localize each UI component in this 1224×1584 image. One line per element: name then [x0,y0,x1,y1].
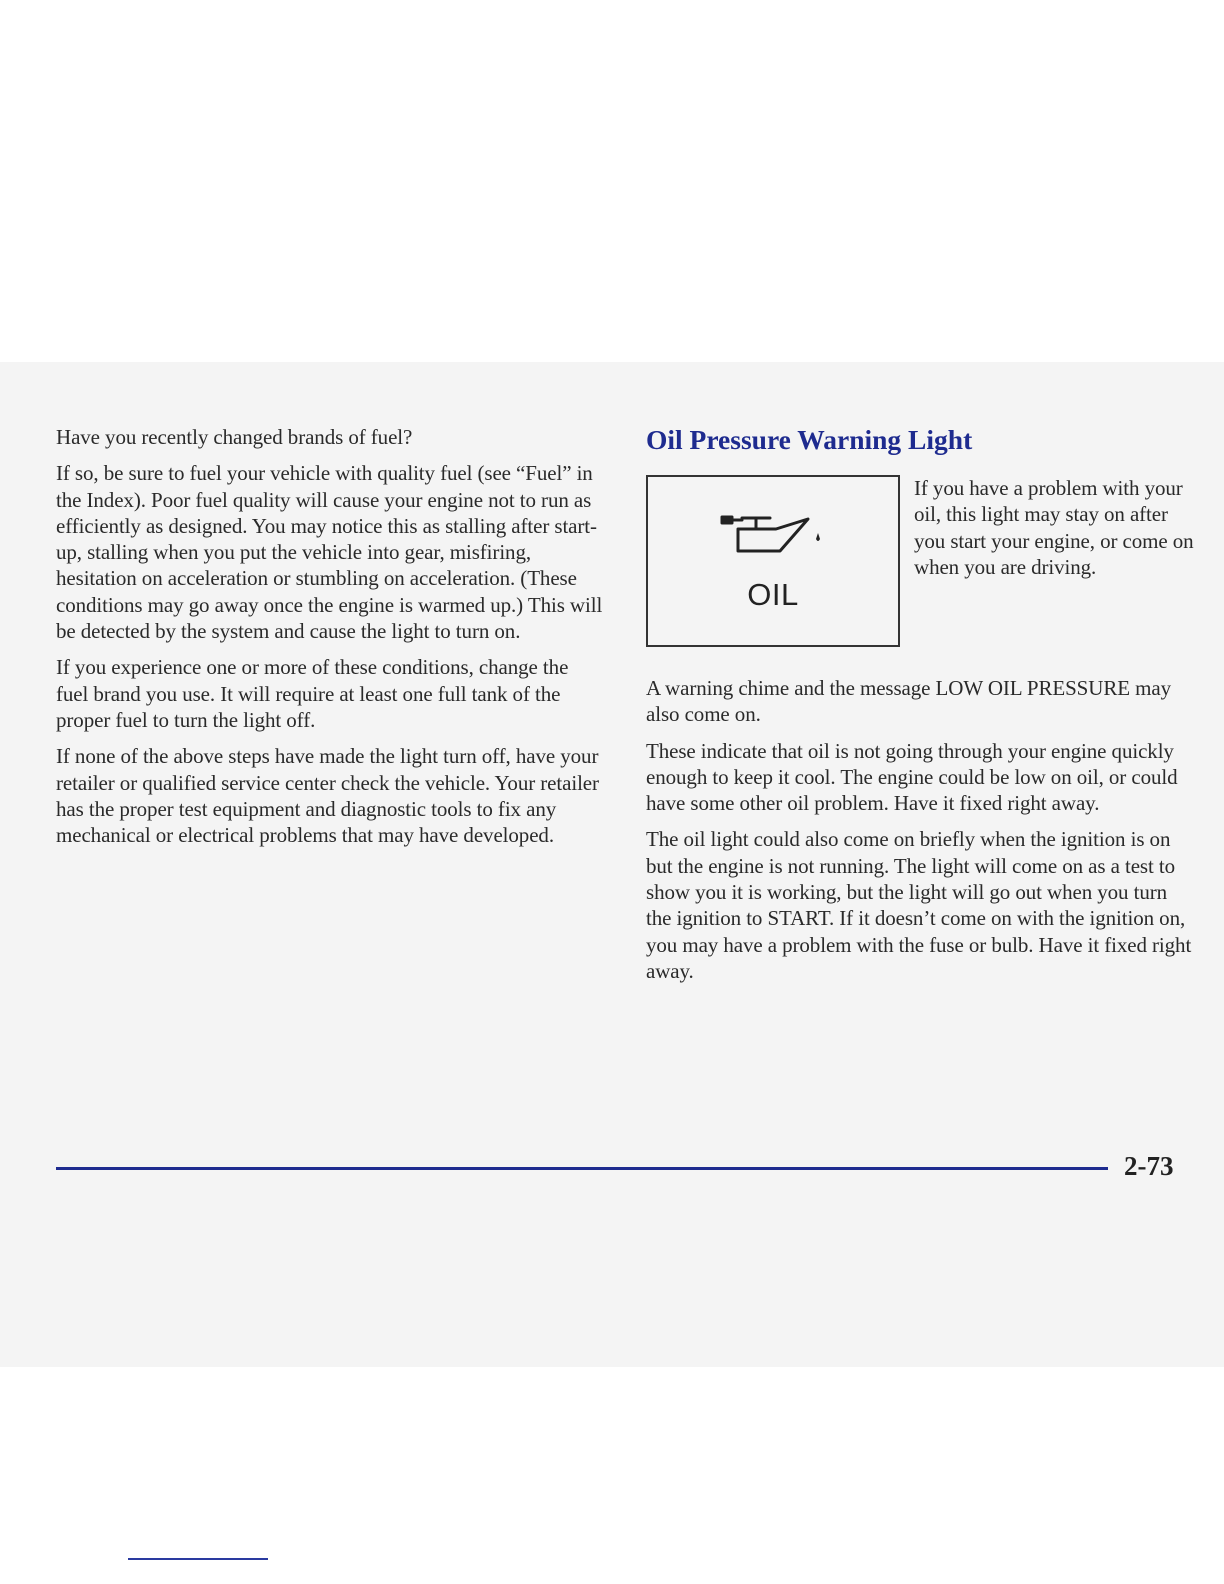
paragraph: These indicate that oil is not going through your engine quickly enough to keep it cool. The engine could be low on oil, or could have some other oil problem. Have it fixed right away. [646,738,1178,816]
oil-warning-figure [646,475,900,647]
page-number: 2-73 [1124,1151,1174,1181]
oil-can-icon [718,507,830,563]
paragraph: The oil light could also come on briefly when the ignition is on but the engine is not running. The light will come on as a test to show you it is working, but the light will go out when you turn the ignition to START. If it doesn’t come on with the ignition on, you may have a problem with the fuse or bulb. Have it fixed right away. [646,827,1192,983]
figure-row [646,475,1194,647]
paragraph: If none of the above steps have made the light turn off, have your retailer or qualified service center check the vehicle. Your retailer has the proper test equipment and diagnostic tools to fix any mechanical or electrical problems that may have developed. [56,744,599,848]
footer-rule [56,1167,1108,1170]
paragraph: A warning chime and the message LOW OIL PRESSURE may also come on. [646,676,1171,727]
scan-artifact-line [128,1558,268,1560]
left-column [56,424,604,858]
paragraph: If so, be sure to fuel your vehicle with quality fuel (see “Fuel” in the Index). Poor fuel quality will cause your engine not to run as efficiently as designed. You may notice this as stalling after start-up, stalling when you put the vehicle into gear, misfiring, hesitation on acceleration or stumbling on acceleration. (These conditions may go away once the engine is warmed up.) This will be detected by the system and cause the light to turn on. [56,461,603,644]
right-column [646,424,1194,994]
section-heading: Oil Pressure Warning Light [646,424,973,455]
paragraph: Have you recently changed brands of fuel? [56,425,413,449]
oil-label: OIL [747,577,799,612]
figure-caption: If you have a problem with your oil, this light may stay on after you start your engine, or come on when you are driving. [914,476,1194,579]
paragraph: If you experience one or more of these conditions, change the fuel brand you use. It will require at least one full tank of the proper fuel to turn the light off. [56,655,569,732]
